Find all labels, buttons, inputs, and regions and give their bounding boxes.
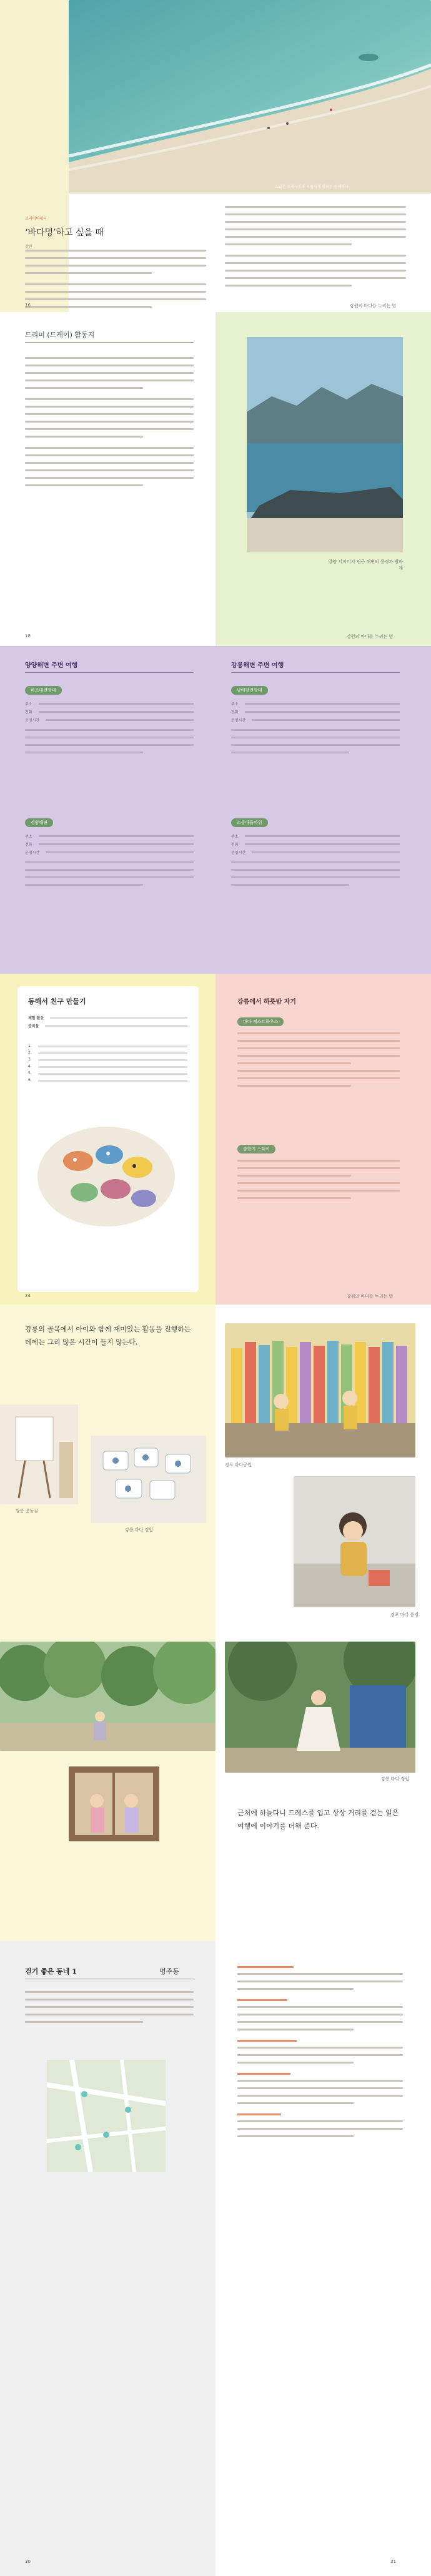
- coast-breakwater-photo: [247, 337, 403, 552]
- heading-rule: [25, 342, 194, 343]
- body-text-right: [225, 206, 406, 292]
- spread-4: [0, 974, 431, 1305]
- ceramic-tiles-photo: [91, 1436, 206, 1523]
- child-paint-photo: [294, 1476, 415, 1607]
- spot-list: [237, 1966, 403, 2143]
- left-heading: 양양해변 주변 여행: [25, 662, 78, 669]
- spread-6: [0, 1642, 431, 1941]
- page-subtitle: 강원: [25, 245, 32, 249]
- stay-entry-2: [237, 1141, 400, 1205]
- stay-pill: 바다 게스트하우스: [237, 1017, 284, 1026]
- photo-caption: 드넓은 모래사장과 시원하게 펼쳐진 동해바다: [275, 185, 349, 189]
- place-entry-right-1: 남애항전망대 주소 전화 운영시간: [231, 682, 400, 759]
- activity-steps: 1. 2. 3. 4. 5. 6.: [28, 1044, 187, 1085]
- page-number-right: 31: [390, 2559, 396, 2564]
- section-heading: 드리미 (드케이) 활동지: [25, 331, 95, 339]
- spread-2: [0, 312, 431, 646]
- caption-center: 강릉 바다 정원: [125, 1527, 154, 1532]
- stay-entry-1: [237, 1014, 400, 1092]
- place-entry-left-1: 하조대전망대 주소 전화 운영시간: [25, 682, 194, 759]
- activity-heading: 동해서 친구 만들기: [28, 997, 86, 1006]
- caption-right: 강릉 바다 정원: [381, 1776, 410, 1781]
- place-pill: 정암해변: [25, 818, 53, 827]
- page-number-left: 18: [25, 634, 31, 639]
- kids-fence-photo: [225, 1323, 415, 1457]
- heading-rule-right: [231, 672, 400, 673]
- page-number-left: 30: [25, 2559, 31, 2564]
- girl-dress-photo: [225, 1642, 415, 1773]
- caption-right-top: 경포 바다공원: [225, 1462, 252, 1467]
- caption-left: 강릉 꽃돌길: [16, 1509, 39, 1514]
- intro-text: [25, 1991, 194, 2029]
- walk-heading: 걷기 좋은 동네 1: [25, 1967, 77, 1976]
- painted-stones-photo: [34, 1124, 178, 1230]
- pull-quote: 근처에 하늘다니 드레스를 입고 상상 거리를 걷는 일은 여행에 이야기를 더해 준다.: [237, 1809, 399, 1830]
- place-pill: 남애항전망대: [231, 686, 268, 695]
- window-girls-photo: [69, 1766, 159, 1841]
- category-tag: 프리미어레터: [25, 217, 47, 221]
- running-footer-right: 강원의 바다를 누리는 법: [350, 303, 397, 308]
- heading-rule-left: [25, 672, 194, 673]
- walk-subheading: 명주동: [159, 1967, 179, 1976]
- place-entry-left-2: 정암해변 주소 전화 운영시간: [25, 815, 194, 891]
- activity-label: 체험 활동: [28, 1016, 44, 1021]
- spread-7: [0, 1941, 431, 2576]
- beach-aerial-photo: [69, 0, 431, 193]
- spread-5: [0, 1305, 431, 1642]
- left-page-grey: [0, 1941, 216, 2576]
- page-number-left: 24: [25, 1293, 31, 1298]
- running-footer-right: 강원의 바다를 누리는 법: [347, 1294, 394, 1299]
- caption-right-bottom: 경포 바다 풍경: [390, 1612, 419, 1617]
- body-text-left: [25, 250, 206, 312]
- body-text: [25, 357, 194, 492]
- spread-1: [0, 0, 431, 312]
- place-pill: 소돌아들바위: [231, 818, 268, 827]
- easel-photo: [0, 1404, 78, 1504]
- page-number-left: 16: [25, 303, 31, 308]
- stay-pill: 솔향기 스테이: [237, 1145, 275, 1153]
- spread-3: [0, 646, 431, 974]
- materials-label: 준비물: [28, 1024, 39, 1029]
- photo-caption: 양양 서피비치 인근 해변의 풍경과 방파제: [328, 559, 403, 571]
- neighborhood-map: [47, 2060, 166, 2172]
- title-block: [25, 215, 206, 249]
- place-entry-right-2: 소돌아들바위 주소 전화 운영시간: [231, 815, 400, 891]
- right-heading: 강릉해변 주변 여행: [231, 662, 284, 669]
- place-pill: 하조대전망대: [25, 686, 62, 695]
- right-heading: 강릉에서 하룻밤 자기: [237, 999, 296, 1006]
- activity-meta: [28, 1015, 187, 1031]
- garden-trees-photo: [0, 1642, 216, 1751]
- running-footer-right: 강원의 바다를 누리는 법: [347, 634, 394, 639]
- pull-quote: 강릉의 골목에서 아이와 함께 재미있는 활동을 진행하는 데에는 그리 많은 시간이 들지 않는다.: [25, 1325, 191, 1346]
- page-title: ‘바다멍’하고 싶을 때: [25, 228, 104, 238]
